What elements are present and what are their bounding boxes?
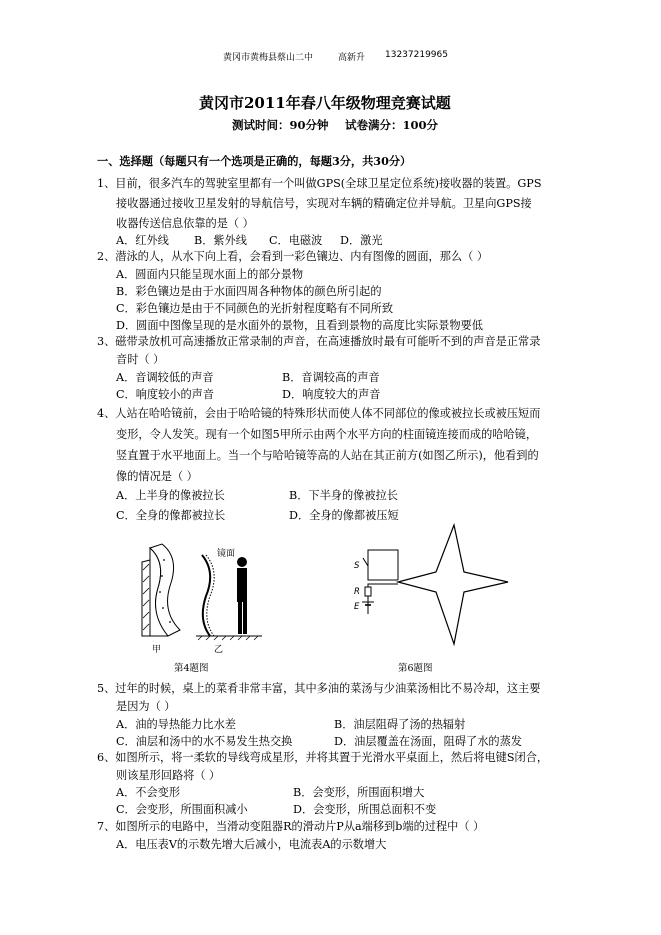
q7-line1: 7、如图所示的电路中，当滑动变阻器R的滑动片P从a端移到b端的过程中（ ）: [97, 820, 485, 833]
q5-option-b: B．油层阻碍了汤的热辐射: [334, 718, 466, 731]
q6-line1: 6、如图所示，将一柔软的导线弯成星形，并将其置于光滑水平桌面上，然后将电键S闭合，: [97, 751, 549, 764]
exam-time-label: 测试时间：: [232, 118, 290, 132]
q4-option-c: C．全身的像都被拉长: [116, 509, 226, 522]
exam-time-value: 90分钟: [289, 118, 329, 132]
q4-line3: 竖直置于水平地面上。当一个与哈哈镜等高的人站在其正前方(如图乙所示)，他看到的: [116, 449, 539, 462]
q6-option-a: A．不会变形: [116, 786, 181, 799]
q5-line2: 是因为（ ）: [116, 700, 176, 713]
q2-option-b: B．彩色镶边是由于水面四周各种物体的颜色所引起的: [116, 285, 382, 298]
figure-6: [350, 520, 520, 660]
q5-option-c: C．油层和汤中的水不易发生热交换: [116, 735, 293, 748]
exam-score-value: 100分: [402, 118, 439, 132]
fig6-circuit-top: [368, 550, 398, 580]
exam-time: [232, 117, 329, 133]
q3-option-c: C．响度较小的声音: [116, 388, 215, 401]
figure-4: [140, 540, 280, 670]
q1-line3: 收器传送信息依靠的是（ ）: [116, 217, 254, 230]
fig6-label-s: S: [354, 561, 360, 571]
q1-option-c: C．电磁波: [269, 234, 323, 247]
fig6-label-e: E: [354, 602, 360, 612]
q3-option-d: D．响度较大的声音: [282, 388, 381, 401]
fig4-person-body: [237, 568, 247, 602]
exam-score: [345, 117, 438, 133]
section-heading: 一、选择题（每题只有一个选项是正确的，每题3分，共30分）: [97, 154, 412, 168]
header-phone: 13237219965: [385, 50, 448, 60]
fig4-person-head: [237, 557, 247, 567]
header-author: 高新升: [338, 53, 366, 63]
fig6-star-wire: [398, 525, 508, 644]
q4-line2: 变形，令人发笑。现有一个如图5甲所示由两个水平方向的柱面镜连接而成的哈哈镜，: [116, 428, 538, 441]
q5-line1: 5、过年的时候，桌上的菜肴非常丰富，其中多油的菜汤与少油菜汤相比不易冷却，这主要: [97, 682, 541, 695]
exam-score-label: 试卷满分：: [345, 118, 403, 132]
q2-option-a: A．圆面内只能呈现水面上的部分景物: [116, 268, 304, 281]
fig4-label-jia: 甲: [152, 645, 162, 655]
fig4-mirror-wave: [202, 555, 210, 636]
q5-option-d: D．油层覆盖在汤面，阻碍了水的蒸发: [334, 735, 522, 748]
fig6-resistor: [365, 587, 371, 596]
fig6-label-r: R: [354, 587, 360, 597]
fig4-label-yi: 乙: [214, 645, 224, 655]
q4-line1: 4、人站在哈哈镜前，会由于哈哈镜的特殊形状而使人体不同部位的像或被拉长或被压短而: [97, 407, 541, 420]
page-title: 黄冈市2011年春八年级物理竞赛试题: [199, 94, 451, 112]
q4-option-a: A．上半身的像被拉长: [116, 489, 225, 502]
q4-line4: 像的情况是（ ）: [116, 470, 198, 483]
q3-line2: 音时（ ）: [116, 353, 165, 366]
q1-option-b: B．紫外线: [194, 234, 247, 247]
q6-option-d: D．会变形，所围总面积不变: [293, 803, 437, 816]
q2-option-d: D．圆面中图像呈现的是水面外的景物，且看到景物的高度比实际景物要低: [116, 319, 483, 332]
q2-option-c: C．彩色镶边是由于不同颜色的光折射程度略有不同所致: [116, 302, 394, 315]
fig6-switch: [363, 558, 368, 566]
fig6-caption: 第6题图: [398, 663, 433, 674]
q1-option-a: A．红外线: [116, 234, 169, 247]
q4-option-d: D．全身的像都被压短: [289, 509, 399, 522]
q1-line1: 1、目前，很多汽车的驾驶室里都有一个叫做GPS(全球卫星定位系统)接收器的装置。GPS: [97, 177, 542, 190]
header-school: 黄冈市黄梅县蔡山二中: [223, 53, 314, 63]
fig4-mirror-label: 镜面: [217, 549, 236, 559]
q1-option-d: D．激光: [340, 234, 383, 247]
q6-option-b: B．会变形，所围面积增大: [293, 786, 425, 799]
q4-option-b: B．下半身的像被拉长: [289, 489, 398, 502]
q6-line2: 则该星形回路将（ ）: [116, 769, 221, 782]
q1-line2: 接收器通过接收卫星发射的导航信号，实现对车辆的精确定位并导航。卫星向GPS接: [116, 197, 532, 210]
q6-option-c: C．会变形，所围面积减小: [116, 803, 248, 816]
fig4-caption: 第4题图: [174, 663, 209, 674]
q3-option-b: B．音调较高的声音: [282, 371, 380, 384]
q7-option-a: A．电压表V的示数先增大后减小，电流表A的示数增大: [116, 838, 387, 851]
fig6-circuit-bottom: [368, 584, 398, 606]
q2-line1: 2、潜泳的人，从水下向上看，会看到一彩色镶边、内有图像的圆面，那么（ ）: [97, 250, 489, 263]
q3-line1: 3、磁带录放机可高速播放正常录制的声音，在高速播放时最有可能听不到的声音是正常录: [97, 335, 541, 348]
q3-option-a: A．音调较低的声音: [116, 371, 214, 384]
q5-option-a: A．油的导热能力比水差: [116, 718, 236, 731]
